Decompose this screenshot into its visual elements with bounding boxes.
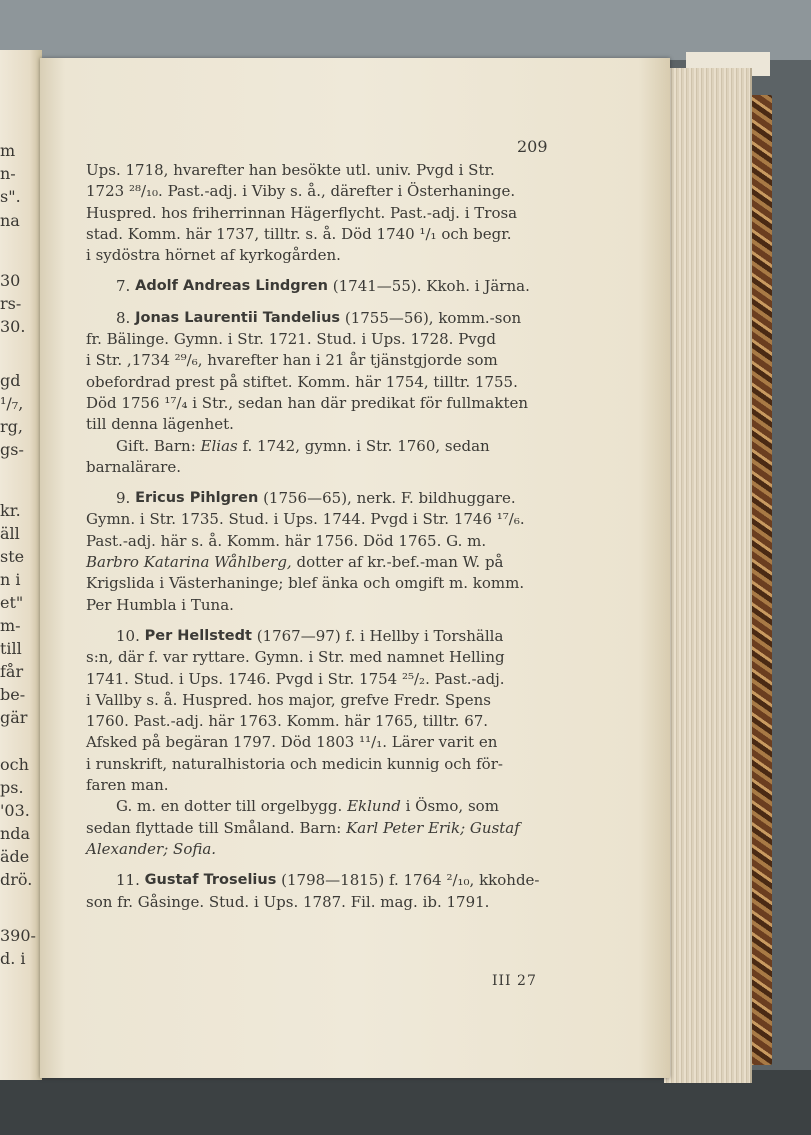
left-margin-text — [0, 50, 42, 1080]
text-line: Krigslida i Västerhaninge; blef änka och omgift m. komm. — [86, 574, 525, 593]
left-margin-fragment: be- — [0, 685, 26, 704]
text-line — [86, 796, 598, 817]
text-line: Ups. 1718, hvarefter han besökte utl. univ. Pvgd i Str. — [86, 161, 495, 179]
left-margin-fragment: nda — [0, 824, 31, 843]
entry-text: dotter af kr.-bef.-man W. på — [296, 553, 504, 572]
text-line: fr. Bälinge. Gymn. i Str. 1721. Stud. i Ups. 1728. Pvgd — [86, 330, 496, 349]
entry-text: (1798—1815) f. 1764 ²/₁₀, kkohde- — [281, 871, 540, 890]
text-line: Huspred. hos friherrinnan Hägerflycht. Past.-adj. i Trosa — [86, 203, 518, 222]
text-line: till denna lägenhet. — [86, 415, 234, 434]
left-margin-fragment: na — [0, 211, 20, 230]
person-name: Per Hellstedt — [144, 627, 252, 644]
text-line: Afsked på begäran 1797. Död 1803 ¹¹/₁. Lärer varit en — [86, 733, 498, 752]
page-edges — [664, 68, 752, 1083]
left-margin-fragment: ste — [0, 547, 25, 566]
text-line: barnalärare. — [86, 457, 181, 476]
scanner-background — [0, 0, 811, 60]
entry-heading — [86, 870, 598, 891]
entry-text: sedan flyttade till Småland. Barn: — [86, 818, 342, 837]
text-line: son fr. Gåsinge. Stud. i Ups. 1787. Fil. mag. ib. 1791. — [86, 892, 490, 911]
left-margin-fragment: gär — [0, 708, 28, 727]
left-margin-fragment: och — [0, 755, 29, 774]
signature-mark: III 27 — [492, 973, 537, 989]
left-margin-fragment: rs- — [0, 294, 22, 313]
person-name: Jonas Laurentii Tandelius — [135, 309, 341, 326]
text-line: Past.-adj. här s. å. Komm. här 1756. Död 1765. G. m. — [86, 531, 487, 550]
entry-11 — [86, 870, 598, 913]
left-margin-fragment: får — [0, 662, 24, 681]
entry-10 — [86, 626, 598, 860]
entry-number: 11. — [116, 871, 140, 890]
left-margin-fragment: kr. — [0, 501, 21, 520]
entry-text: (1741—55). Kkoh. i Järna. — [332, 277, 530, 296]
left-margin-fragment: äll — [0, 524, 20, 543]
left-margin-fragment: m — [0, 141, 16, 160]
person-name-italic: Eklund — [347, 797, 401, 816]
entry-7 — [86, 276, 598, 297]
entry-heading — [86, 488, 598, 509]
entry-number: 10. — [116, 626, 140, 645]
entry-heading — [86, 626, 598, 647]
left-margin-fragment: m- — [0, 616, 21, 635]
entry-number: 7. — [116, 277, 131, 296]
left-margin-fragment: till — [0, 639, 22, 658]
person-name: Adolf Andreas Lindgren — [135, 278, 328, 295]
left-margin-fragment: n i — [0, 570, 21, 589]
entry-text: i Ösmo, som — [405, 797, 499, 816]
entry-9 — [86, 488, 598, 616]
left-margin-fragment: drö. — [0, 870, 33, 889]
text-line: stad. Komm. här 1737, tilltr. s. å. Död 1740 ¹/₁ och begr. — [86, 224, 512, 243]
children-names: Karl Peter Erik; Gustaf — [346, 818, 520, 837]
left-margin-fragment: d. i — [0, 949, 26, 968]
text-line — [86, 436, 598, 457]
left-margin-fragment: ps. — [0, 778, 24, 797]
left-margin-fragment: gs- — [0, 440, 24, 459]
text-line: Gymn. i Str. 1735. Stud. i Ups. 1744. Pvgd i Str. 1746 ¹⁷/₆. — [86, 510, 525, 529]
text-line — [86, 839, 598, 860]
page-number: 209 — [517, 137, 548, 156]
text-line: obefordrad prest på stiftet. Komm. här 1754, tilltr. 1755. — [86, 372, 518, 391]
left-margin-fragment: 30. — [0, 317, 26, 336]
text-line: 1760. Past.-adj. här 1763. Komm. här 1765, tilltr. 67. — [86, 712, 489, 731]
entry-heading — [86, 276, 598, 297]
text-line — [86, 818, 598, 839]
children-names: Alexander; Sofia. — [86, 839, 217, 858]
text-line: faren man. — [86, 776, 169, 795]
entry-8 — [86, 308, 598, 478]
text-line — [86, 552, 598, 573]
child-name: Elias — [200, 436, 238, 455]
entry-text: f. 1742, gymn. i Str. 1760, sedan — [242, 436, 490, 455]
entry-text: (1756—65), nerk. F. bildhuggare. — [263, 489, 516, 508]
text-line: Död 1756 ¹⁷/₄ i Str., sedan han där predikat för fullmakten — [86, 393, 529, 412]
entry-text: (1755—56), komm.-son — [344, 308, 522, 327]
left-margin-fragment: 390- — [0, 926, 36, 945]
text-line: i runskrift, naturalhistoria och medicin kunnig och för- — [86, 754, 503, 773]
text-line: i Vallby s. å. Huspred. hos major, grefve Fredr. Spens — [86, 690, 491, 709]
person-name: Gustaf Troselius — [144, 872, 277, 889]
page-text — [86, 160, 598, 913]
right-page — [40, 58, 670, 1078]
left-margin-fragment: ¹/₇, — [0, 394, 24, 413]
left-margin-fragment: 30 — [0, 271, 21, 290]
text-line: i sydöstra hörnet af kyrkogården. — [86, 246, 341, 265]
text-line: 1723 ²⁸/₁₀. Past.-adj. i Viby s. å., därefter i Österhaninge. — [86, 182, 516, 201]
left-page — [0, 50, 42, 1080]
text-line: Per Humbla i Tuna. — [86, 595, 234, 614]
left-margin-fragment: n- — [0, 164, 16, 183]
entry-text: G. m. en dotter till orgelbygg. — [116, 797, 343, 816]
left-margin-fragment: äde — [0, 847, 30, 866]
entry-text: (1767—97) f. i Hellby i Torshälla — [256, 626, 504, 645]
person-name: Ericus Pihlgren — [135, 490, 259, 507]
text-line: i Str. ,1734 ²⁹/₆, hvarefter han i 21 år tjänstgjorde som — [86, 351, 498, 370]
entry-number: 8. — [116, 308, 131, 327]
left-margin-fragment: s". — [0, 187, 21, 206]
entry-text: Gift. Barn: — [116, 436, 196, 455]
entry-heading — [86, 308, 598, 329]
left-margin-fragment: rg, — [0, 417, 23, 436]
entry-number: 9. — [116, 489, 131, 508]
spouse-name: Barbro Katarina Wåhlberg, — [86, 553, 292, 572]
left-margin-fragment: gd — [0, 371, 21, 390]
text-line: 1741. Stud. i Ups. 1746. Pvgd i Str. 1754 ²⁵/₂. Past.-adj. — [86, 669, 505, 688]
left-margin-fragment: et" — [0, 593, 24, 612]
text-line: s:n, där f. var ryttare. Gymn. i Str. med namnet Helling — [86, 648, 505, 667]
left-margin-fragment: '03. — [0, 801, 30, 820]
